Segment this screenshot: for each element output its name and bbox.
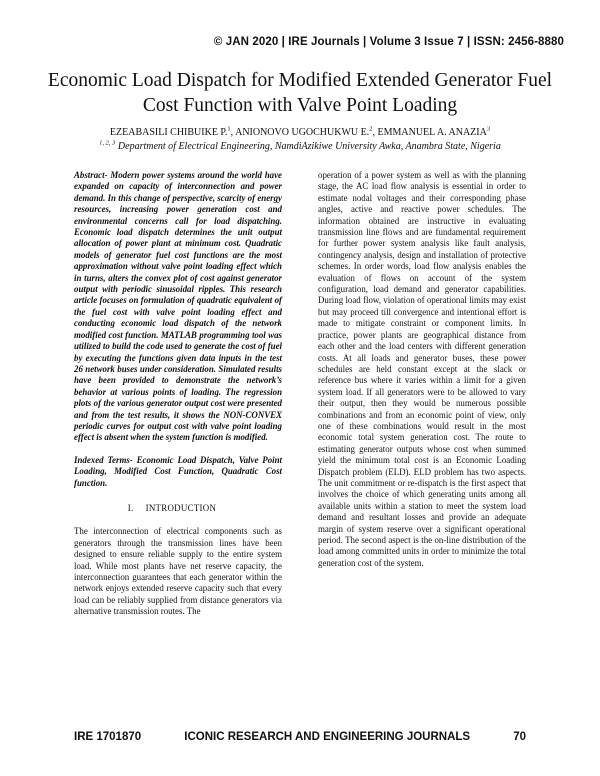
author-name: EZEABASILI CHIBUIKE P. bbox=[109, 127, 228, 138]
journal-name: ICONIC RESEARCH AND ENGINEERING JOURNALS bbox=[184, 731, 471, 743]
author-affil-mark: 2 bbox=[369, 125, 373, 133]
author-list: EZEABASILI CHIBUIKE P.$^1$, ANIONOVO UGOCHUKWU E.$^2$, EMMANUEL A. ANAZIA$^3$ bbox=[109, 125, 491, 138]
intro-paragraph-left: The interconnection of electrical components such as generators through the transmission lines have been designed to ensure reliable supply to the entire system load. While most plants have net reserve capacity, the interconnection guarantees that each generator within the network enjoys extended reserve capacity such that every load can be reliably supplied from distance generators via alternative transmission routes. The bbox=[74, 526, 282, 617]
section-heading bbox=[74, 503, 282, 514]
author-name: EMMANUEL A. ANAZIA bbox=[377, 127, 487, 138]
author-affil-mark: 1 bbox=[227, 125, 231, 133]
index-terms: Indexed Terms- Economic Load Dispatch, Valve Point Loading, Modified Cost Function, Quadratic Cost function. bbox=[74, 454, 282, 488]
left-column bbox=[74, 170, 282, 618]
journal-header: © JAN 2020 | IRE Journals | Volume 3 Issue 7 | ISSN: 2456-8880 bbox=[213, 36, 564, 48]
affiliation bbox=[30, 140, 570, 153]
affiliation-marks: 1, 2, 3 bbox=[99, 139, 116, 147]
affiliation-text: Department of Electrical Engineering, NamdiAzikiwe University Awka, Anambra State, Nigeria bbox=[117, 141, 501, 152]
intro-paragraph-right: operation of a power system as well as with the planning stage, the AC load flow analysis is essential in order to estimate nodal voltages and their corresponding phase angles, active and reactive power schedules. The information obtained are instructive in evaluating transmission line flows and are fundamental requirement for further power system analysis like fault analysis, contingency analysis, design and installation of protective schemes. In order words, load flow analysis enables the evaluation of flows on account of the system configuration, load demand and generator capabilities. During load flow, violation of operational limits may exist but may proceed till convergence and intentional effort is made to mitigate constraint or component limits. In practice, power plants are geographical distance from each other and the load centers with different generation costs. At all loads and generator buses, these power schedules are held constant except at the slack or reference bus where it varies within a limit for a given system load. If all generators were to be allowed to vary their output, then they would be numerous possible combinations and from an economic point of view, only one of these combinations would result in the most economic total system generation cost. The route to estimating generator outputs whose cost when summed yield the minimum total cost is an Economic Loading Dispatch problem (ELD). ELD problem has two aspects. The unit commitment or re-dispatch is the first aspect that involves the choice of which generating units among all available units within a station to meet the system load demand and resultant losses and provide an adequate margin of system reserve over a significant operational period. The second aspect is the on-line distribution of the load among committed units in order to minimize the total generation cost of the system. bbox=[318, 170, 526, 568]
section-number: I. bbox=[127, 502, 134, 513]
author-affil-mark: 3 bbox=[486, 125, 491, 133]
abstract: Abstract- Modern power systems around the world have expanded on capacity of interconnection and power demand. In this change of perspective, scarcity of energy resources, increasing power generation cost and environmental concerns call for load dispatching. Economic load dispatch determines the unit output allocation of power plant at minimum cost. Quadratic models of generator fuel cost functions are the most approximation without valve point loading effect which in turns, alters the convex plot of cost against generator output with periodic sinusoidal ripples. This research article focuses on formulation of quadratic equivalent of the fuel cost with valve point loading effect and conducting economic load dispatch of the network modified cost function. MATLAB programming tool was utilized to build the code used to generate the cost of fuel by executing the functions given data inputs in the test 26 network buses under consideration. Simulated results have been provided to demonstrate the network’s behavior at various points of loading. The regression plots of the various generator output cost were presented and from the test results, it shows the NON-CONVEX periodic curves for output cost with valve point loading effect is absent when the system function is modified. bbox=[74, 170, 282, 443]
section-title: INTRODUCTION bbox=[145, 502, 217, 513]
right-column bbox=[318, 170, 526, 569]
paper-title: Economic Load Dispatch for Modified Extended Generator Fuel Cost Function with Valve Point Loading bbox=[47, 70, 553, 116]
paper-id: IRE 1701870 bbox=[74, 731, 142, 743]
page-number: 70 bbox=[513, 731, 526, 743]
author-name: ANIONOVO UGOCHUKWU E. bbox=[235, 127, 370, 138]
page-footer bbox=[74, 731, 526, 743]
